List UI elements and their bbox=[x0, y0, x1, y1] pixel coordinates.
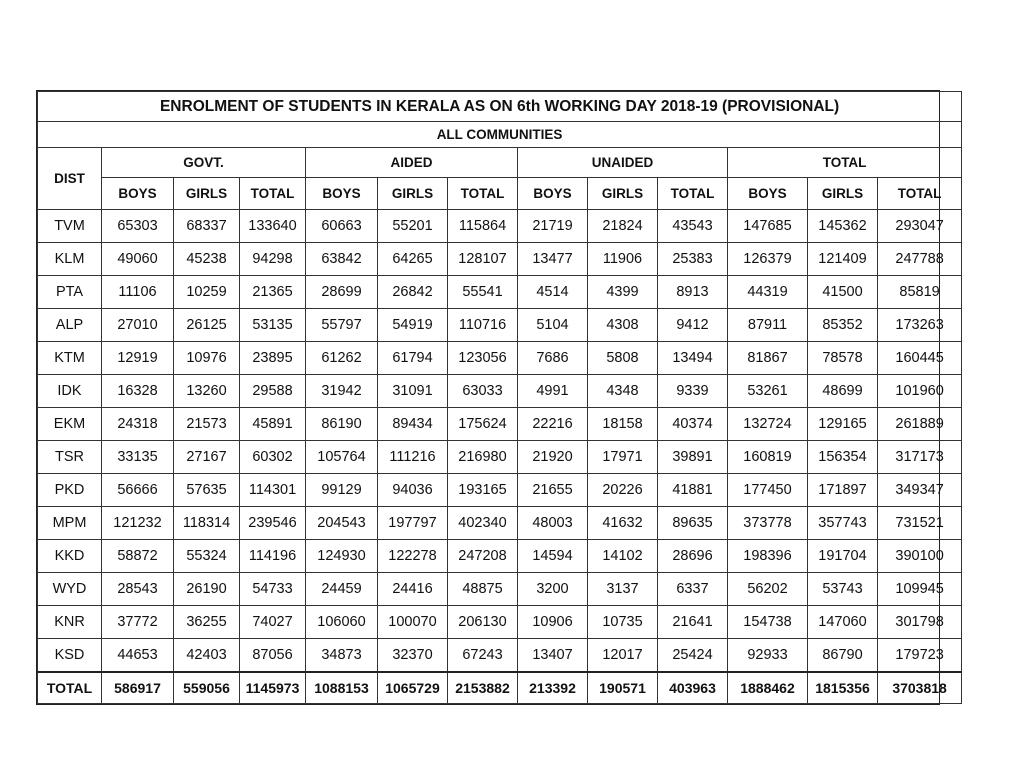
table-cell: 7686 bbox=[518, 342, 588, 375]
table-cell: 48699 bbox=[808, 375, 878, 408]
total-cell: 190571 bbox=[588, 672, 658, 704]
table-cell: 11106 bbox=[102, 276, 174, 309]
table-cell: 43543 bbox=[658, 210, 728, 243]
table-cell: 5104 bbox=[518, 309, 588, 342]
table-cell: 14594 bbox=[518, 540, 588, 573]
column-header: BOYS bbox=[102, 178, 174, 210]
table-cell: 31942 bbox=[306, 375, 378, 408]
district-name: PKD bbox=[38, 474, 102, 507]
table-cell: 4399 bbox=[588, 276, 658, 309]
table-cell: 58872 bbox=[102, 540, 174, 573]
table-cell: 21641 bbox=[658, 606, 728, 639]
column-header: BOYS bbox=[306, 178, 378, 210]
table-cell: 111216 bbox=[378, 441, 448, 474]
group-header: UNAIDED bbox=[518, 148, 728, 178]
table-cell: 68337 bbox=[174, 210, 240, 243]
table-cell: 12017 bbox=[588, 639, 658, 672]
table-cell: 64265 bbox=[378, 243, 448, 276]
table-title: ENROLMENT OF STUDENTS IN KERALA AS ON 6th WORKING DAY 2018-19 (PROVISIONAL) bbox=[38, 92, 962, 122]
table-cell: 349347 bbox=[878, 474, 962, 507]
table-cell: 204543 bbox=[306, 507, 378, 540]
district-name: IDK bbox=[38, 375, 102, 408]
table-cell: 41632 bbox=[588, 507, 658, 540]
table-cell: 114196 bbox=[240, 540, 306, 573]
table-cell: 65303 bbox=[102, 210, 174, 243]
table-cell: 23895 bbox=[240, 342, 306, 375]
table-cell: 89434 bbox=[378, 408, 448, 441]
column-header: GIRLS bbox=[808, 178, 878, 210]
table-cell: 33135 bbox=[102, 441, 174, 474]
total-cell: 1888462 bbox=[728, 672, 808, 704]
table-cell: 60302 bbox=[240, 441, 306, 474]
table-cell: 26125 bbox=[174, 309, 240, 342]
table-cell: 28696 bbox=[658, 540, 728, 573]
table-cell: 118314 bbox=[174, 507, 240, 540]
table-cell: 87056 bbox=[240, 639, 306, 672]
table-cell: 191704 bbox=[808, 540, 878, 573]
district-name: TSR bbox=[38, 441, 102, 474]
table-cell: 6337 bbox=[658, 573, 728, 606]
table-cell: 44653 bbox=[102, 639, 174, 672]
table-cell: 17971 bbox=[588, 441, 658, 474]
table-cell: 61262 bbox=[306, 342, 378, 375]
table-cell: 301798 bbox=[878, 606, 962, 639]
table-cell: 54733 bbox=[240, 573, 306, 606]
table-cell: 56202 bbox=[728, 573, 808, 606]
table-cell: 156354 bbox=[808, 441, 878, 474]
table-cell: 56666 bbox=[102, 474, 174, 507]
table-cell: 48003 bbox=[518, 507, 588, 540]
table-cell: 94036 bbox=[378, 474, 448, 507]
table-cell: 13260 bbox=[174, 375, 240, 408]
table-cell: 85819 bbox=[878, 276, 962, 309]
group-header: AIDED bbox=[306, 148, 518, 178]
table-cell: 37772 bbox=[102, 606, 174, 639]
table-cell: 4991 bbox=[518, 375, 588, 408]
table-row bbox=[38, 507, 962, 540]
table-cell: 247208 bbox=[448, 540, 518, 573]
district-name: KLM bbox=[38, 243, 102, 276]
table-cell: 13494 bbox=[658, 342, 728, 375]
table-cell: 171897 bbox=[808, 474, 878, 507]
table-cell: 193165 bbox=[448, 474, 518, 507]
column-header: TOTAL bbox=[240, 178, 306, 210]
table-cell: 247788 bbox=[878, 243, 962, 276]
district-name: KSD bbox=[38, 639, 102, 672]
table-cell: 14102 bbox=[588, 540, 658, 573]
table-cell: 21655 bbox=[518, 474, 588, 507]
table-cell: 57635 bbox=[174, 474, 240, 507]
table-cell: 4348 bbox=[588, 375, 658, 408]
column-header: GIRLS bbox=[378, 178, 448, 210]
table-cell: 293047 bbox=[878, 210, 962, 243]
table-cell: 3200 bbox=[518, 573, 588, 606]
table-row bbox=[38, 606, 962, 639]
table-cell: 121409 bbox=[808, 243, 878, 276]
total-cell: 1815356 bbox=[808, 672, 878, 704]
total-cell: 1088153 bbox=[306, 672, 378, 704]
table-cell: 28543 bbox=[102, 573, 174, 606]
table-cell: 101960 bbox=[878, 375, 962, 408]
table-cell: 55797 bbox=[306, 309, 378, 342]
table-cell: 154738 bbox=[728, 606, 808, 639]
table-cell: 147685 bbox=[728, 210, 808, 243]
table-cell: 27167 bbox=[174, 441, 240, 474]
table-cell: 10906 bbox=[518, 606, 588, 639]
table-cell: 41500 bbox=[808, 276, 878, 309]
table-row bbox=[38, 375, 962, 408]
table-cell: 126379 bbox=[728, 243, 808, 276]
table-cell: 731521 bbox=[878, 507, 962, 540]
table-row bbox=[38, 540, 962, 573]
table-cell: 49060 bbox=[102, 243, 174, 276]
table-cell: 26190 bbox=[174, 573, 240, 606]
table-cell: 53743 bbox=[808, 573, 878, 606]
table-cell: 53261 bbox=[728, 375, 808, 408]
table-cell: 173263 bbox=[878, 309, 962, 342]
district-name: TVM bbox=[38, 210, 102, 243]
table-cell: 48875 bbox=[448, 573, 518, 606]
table-cell: 12919 bbox=[102, 342, 174, 375]
enrolment-table-sheet bbox=[36, 90, 947, 705]
table-cell: 8913 bbox=[658, 276, 728, 309]
table-cell: 13477 bbox=[518, 243, 588, 276]
table-cell: 25424 bbox=[658, 639, 728, 672]
table-row bbox=[38, 573, 962, 606]
table-cell: 239546 bbox=[240, 507, 306, 540]
table-row bbox=[38, 210, 962, 243]
table-cell: 61794 bbox=[378, 342, 448, 375]
enrolment-table bbox=[37, 91, 962, 704]
total-cell: 3703818 bbox=[878, 672, 962, 704]
table-cell: 3137 bbox=[588, 573, 658, 606]
table-cell: 133640 bbox=[240, 210, 306, 243]
column-header: TOTAL bbox=[658, 178, 728, 210]
total-cell: 2153882 bbox=[448, 672, 518, 704]
table-cell: 54919 bbox=[378, 309, 448, 342]
table-cell: 124930 bbox=[306, 540, 378, 573]
column-header: BOYS bbox=[518, 178, 588, 210]
table-row bbox=[38, 639, 962, 672]
total-cell: 403963 bbox=[658, 672, 728, 704]
table-cell: 261889 bbox=[878, 408, 962, 441]
table-cell: 175624 bbox=[448, 408, 518, 441]
table-cell: 177450 bbox=[728, 474, 808, 507]
table-row bbox=[38, 441, 962, 474]
total-cell: 1145973 bbox=[240, 672, 306, 704]
table-cell: 34873 bbox=[306, 639, 378, 672]
table-cell: 9339 bbox=[658, 375, 728, 408]
table-cell: 89635 bbox=[658, 507, 728, 540]
table-cell: 109945 bbox=[878, 573, 962, 606]
table-cell: 81867 bbox=[728, 342, 808, 375]
table-cell: 115864 bbox=[448, 210, 518, 243]
total-cell: 213392 bbox=[518, 672, 588, 704]
table-cell: 21824 bbox=[588, 210, 658, 243]
district-name: ALP bbox=[38, 309, 102, 342]
table-cell: 100070 bbox=[378, 606, 448, 639]
table-cell: 145362 bbox=[808, 210, 878, 243]
table-cell: 74027 bbox=[240, 606, 306, 639]
table-cell: 26842 bbox=[378, 276, 448, 309]
column-header: BOYS bbox=[728, 178, 808, 210]
table-cell: 67243 bbox=[448, 639, 518, 672]
table-cell: 31091 bbox=[378, 375, 448, 408]
district-name: KKD bbox=[38, 540, 102, 573]
total-row bbox=[38, 672, 962, 704]
table-cell: 357743 bbox=[808, 507, 878, 540]
table-subtitle: ALL COMMUNITIES bbox=[38, 122, 962, 148]
district-name: PTA bbox=[38, 276, 102, 309]
table-cell: 63842 bbox=[306, 243, 378, 276]
table-row bbox=[38, 342, 962, 375]
table-cell: 197797 bbox=[378, 507, 448, 540]
district-name: KNR bbox=[38, 606, 102, 639]
district-name: KTM bbox=[38, 342, 102, 375]
table-row bbox=[38, 243, 962, 276]
table-cell: 85352 bbox=[808, 309, 878, 342]
district-name: MPM bbox=[38, 507, 102, 540]
table-cell: 21365 bbox=[240, 276, 306, 309]
table-cell: 55201 bbox=[378, 210, 448, 243]
table-cell: 216980 bbox=[448, 441, 518, 474]
table-cell: 29588 bbox=[240, 375, 306, 408]
table-row bbox=[38, 276, 962, 309]
table-cell: 60663 bbox=[306, 210, 378, 243]
table-row bbox=[38, 474, 962, 507]
table-cell: 87911 bbox=[728, 309, 808, 342]
table-cell: 11906 bbox=[588, 243, 658, 276]
table-cell: 99129 bbox=[306, 474, 378, 507]
table-cell: 373778 bbox=[728, 507, 808, 540]
table-cell: 41881 bbox=[658, 474, 728, 507]
total-cell: 559056 bbox=[174, 672, 240, 704]
table-cell: 44319 bbox=[728, 276, 808, 309]
table-cell: 45238 bbox=[174, 243, 240, 276]
table-cell: 4514 bbox=[518, 276, 588, 309]
table-cell: 94298 bbox=[240, 243, 306, 276]
table-cell: 160445 bbox=[878, 342, 962, 375]
table-cell: 198396 bbox=[728, 540, 808, 573]
table-cell: 78578 bbox=[808, 342, 878, 375]
table-cell: 18158 bbox=[588, 408, 658, 441]
table-cell: 86190 bbox=[306, 408, 378, 441]
table-cell: 55541 bbox=[448, 276, 518, 309]
table-cell: 25383 bbox=[658, 243, 728, 276]
table-cell: 24416 bbox=[378, 573, 448, 606]
total-label: TOTAL bbox=[38, 672, 102, 704]
table-cell: 45891 bbox=[240, 408, 306, 441]
table-cell: 128107 bbox=[448, 243, 518, 276]
table-cell: 4308 bbox=[588, 309, 658, 342]
column-header: GIRLS bbox=[174, 178, 240, 210]
table-cell: 121232 bbox=[102, 507, 174, 540]
table-cell: 160819 bbox=[728, 441, 808, 474]
table-cell: 9412 bbox=[658, 309, 728, 342]
table-cell: 13407 bbox=[518, 639, 588, 672]
table-cell: 132724 bbox=[728, 408, 808, 441]
table-cell: 55324 bbox=[174, 540, 240, 573]
table-cell: 10976 bbox=[174, 342, 240, 375]
table-cell: 39891 bbox=[658, 441, 728, 474]
table-cell: 123056 bbox=[448, 342, 518, 375]
table-cell: 5808 bbox=[588, 342, 658, 375]
table-cell: 122278 bbox=[378, 540, 448, 573]
table-cell: 21719 bbox=[518, 210, 588, 243]
table-cell: 24459 bbox=[306, 573, 378, 606]
table-cell: 129165 bbox=[808, 408, 878, 441]
table-cell: 40374 bbox=[658, 408, 728, 441]
column-header: TOTAL bbox=[448, 178, 518, 210]
table-cell: 86790 bbox=[808, 639, 878, 672]
table-cell: 105764 bbox=[306, 441, 378, 474]
table-cell: 53135 bbox=[240, 309, 306, 342]
table-cell: 32370 bbox=[378, 639, 448, 672]
table-cell: 106060 bbox=[306, 606, 378, 639]
table-cell: 16328 bbox=[102, 375, 174, 408]
table-row bbox=[38, 408, 962, 441]
group-header: TOTAL bbox=[728, 148, 962, 178]
table-cell: 147060 bbox=[808, 606, 878, 639]
table-cell: 21920 bbox=[518, 441, 588, 474]
table-cell: 317173 bbox=[878, 441, 962, 474]
total-cell: 1065729 bbox=[378, 672, 448, 704]
district-name: WYD bbox=[38, 573, 102, 606]
table-row bbox=[38, 309, 962, 342]
table-cell: 110716 bbox=[448, 309, 518, 342]
table-cell: 402340 bbox=[448, 507, 518, 540]
district-name: EKM bbox=[38, 408, 102, 441]
table-cell: 63033 bbox=[448, 375, 518, 408]
table-cell: 390100 bbox=[878, 540, 962, 573]
column-header: GIRLS bbox=[588, 178, 658, 210]
table-cell: 22216 bbox=[518, 408, 588, 441]
group-header: GOVT. bbox=[102, 148, 306, 178]
table-cell: 206130 bbox=[448, 606, 518, 639]
table-cell: 21573 bbox=[174, 408, 240, 441]
column-header: TOTAL bbox=[878, 178, 962, 210]
table-cell: 10735 bbox=[588, 606, 658, 639]
table-cell: 92933 bbox=[728, 639, 808, 672]
table-cell: 114301 bbox=[240, 474, 306, 507]
table-cell: 36255 bbox=[174, 606, 240, 639]
total-cell: 586917 bbox=[102, 672, 174, 704]
dist-header: DIST bbox=[38, 148, 102, 210]
table-cell: 179723 bbox=[878, 639, 962, 672]
table-cell: 20226 bbox=[588, 474, 658, 507]
table-cell: 27010 bbox=[102, 309, 174, 342]
table-cell: 28699 bbox=[306, 276, 378, 309]
table-cell: 24318 bbox=[102, 408, 174, 441]
table-cell: 42403 bbox=[174, 639, 240, 672]
table-cell: 10259 bbox=[174, 276, 240, 309]
